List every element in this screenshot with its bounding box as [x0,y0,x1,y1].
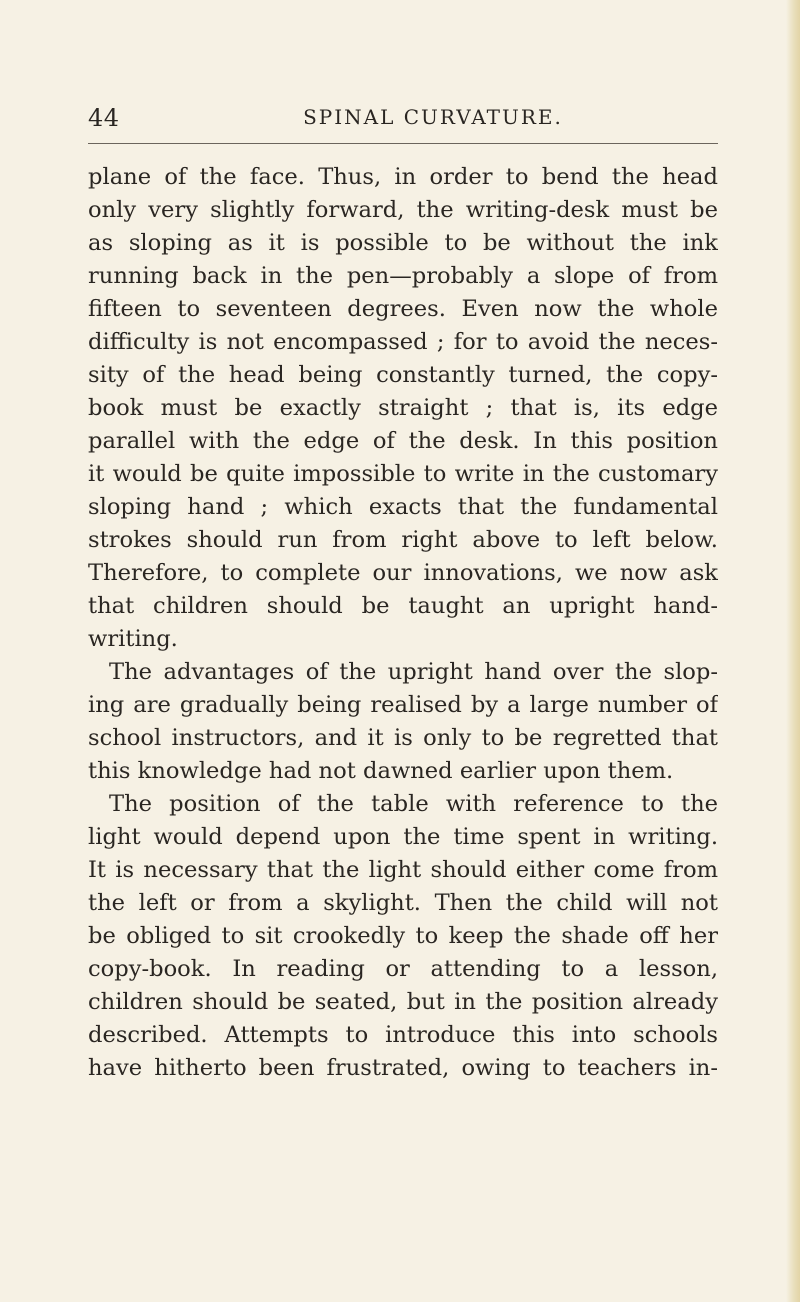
text-line: only very slightly forward, the writing-desk must be [88,197,718,223]
text-line: The position of the table with reference to the [109,791,718,817]
body-text [88,161,718,1085]
text-line: be obliged to sit crookedly to keep the shade off her [88,923,718,949]
page-edge [786,0,800,1302]
text-line: Therefore, to complete our innovations, we now ask [88,560,718,586]
text-line: plane of the face. Thus, in order to bend the head [88,164,718,190]
text-line: ing are gradually being realised by a large number of [88,692,718,718]
text-line: have hitherto been frustrated, owing to teachers in- [88,1055,718,1081]
text-line: as sloping as it is possible to be without the ink [88,230,718,256]
text-line: children should be seated, but in the position already [88,989,718,1015]
text-line: The advantages of the upright hand over the slop- [109,659,718,685]
text-line: book must be exactly straight ; that is, its edge [88,395,718,421]
running-head [88,104,716,134]
text-line: It is necessary that the light should either come from [88,857,718,883]
text-line: the left or from a skylight. Then the child will not [88,890,718,916]
text-line: described. Attempts to introduce this into schools [88,1022,718,1048]
text-line: light would depend upon the time spent in writing. [88,824,718,850]
text-line: sloping hand ; which exacts that the fundamental [88,494,718,520]
page-number: 44 [88,104,120,132]
text-line: writing. [88,626,178,652]
text-line: it would be quite impossible to write in the customary [88,461,718,487]
text-line: sity of the head being constantly turned, the copy- [88,362,718,388]
text-line: difficulty is not encompassed ; for to avoid the neces- [88,329,718,355]
text-line: this knowledge had not dawned earlier upon them. [88,758,674,784]
running-title: SPINAL CURVATURE. [303,105,563,129]
text-line: strokes should run from right above to left below. [88,527,718,553]
header-rule [88,143,718,144]
text-line: fifteen to seventeen degrees. Even now the whole [88,296,718,322]
text-line: school instructors, and it is only to be regretted that [88,725,718,751]
text-line: running back in the pen—probably a slope of from [88,263,718,289]
text-line: copy-book. In reading or attending to a lesson, [88,956,718,982]
text-line: parallel with the edge of the desk. In this position [88,428,718,454]
text-line: that children should be taught an upright hand- [88,593,718,619]
